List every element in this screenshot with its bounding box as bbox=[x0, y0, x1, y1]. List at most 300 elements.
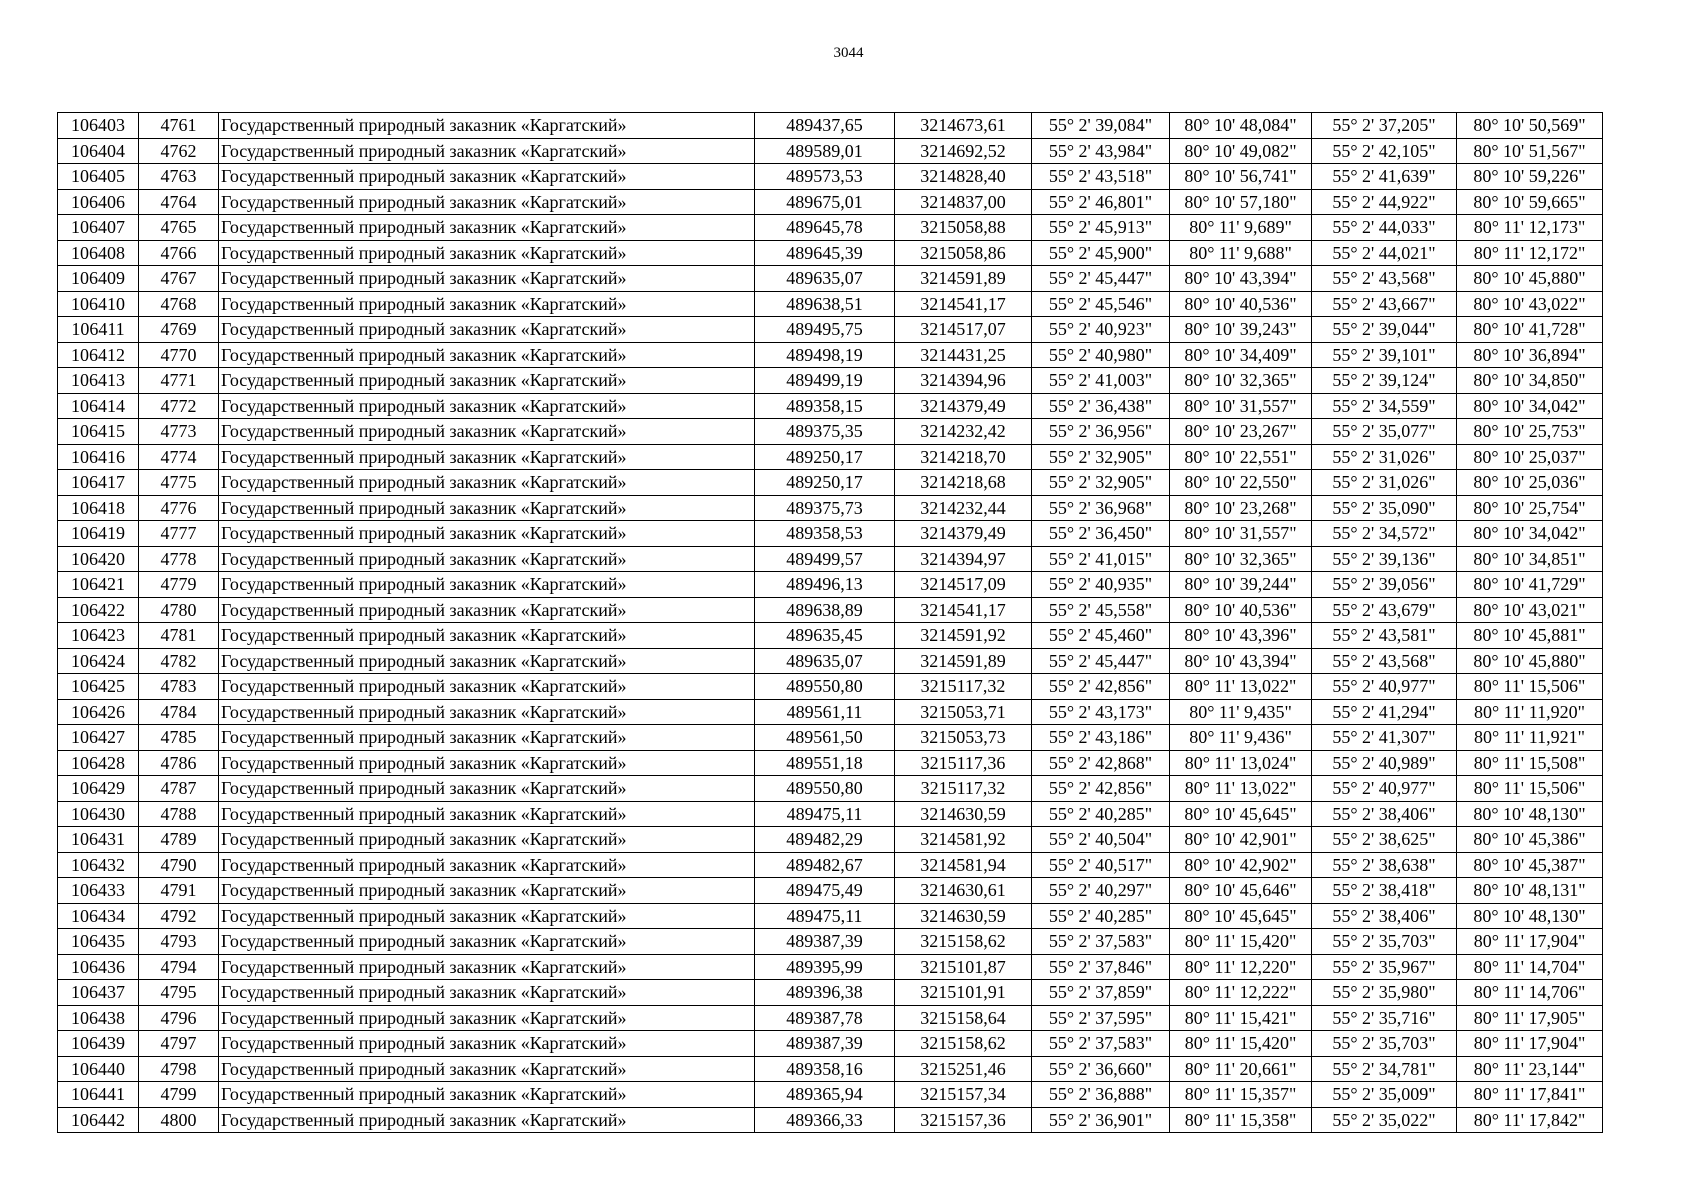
y-coordinate-cell: 3214232,44 bbox=[895, 495, 1032, 521]
point-number-cell: 4782 bbox=[139, 648, 219, 674]
longitude-2-cell: 80° 11' 14,704" bbox=[1457, 954, 1603, 980]
row-number-cell: 106433 bbox=[58, 878, 139, 904]
longitude-2-cell: 80° 10' 45,881" bbox=[1457, 623, 1603, 649]
longitude-1-cell: 80° 11' 9,435" bbox=[1170, 699, 1312, 725]
object-name-cell: Государственный природный заказник «Каргатский» bbox=[219, 342, 755, 368]
row-number-cell: 106429 bbox=[58, 776, 139, 802]
point-number-cell: 4794 bbox=[139, 954, 219, 980]
latitude-2-cell: 55° 2' 35,703" bbox=[1312, 929, 1457, 955]
longitude-2-cell: 80° 10' 45,880" bbox=[1457, 648, 1603, 674]
object-name-cell: Государственный природный заказник «Каргатский» bbox=[219, 980, 755, 1006]
table-row bbox=[58, 113, 1603, 139]
y-coordinate-cell: 3214837,00 bbox=[895, 189, 1032, 215]
object-name-cell: Государственный природный заказник «Каргатский» bbox=[219, 572, 755, 598]
x-coordinate-cell: 489498,19 bbox=[755, 342, 895, 368]
point-number-cell: 4793 bbox=[139, 929, 219, 955]
latitude-1-cell: 55° 2' 36,956" bbox=[1032, 419, 1170, 445]
table-row bbox=[58, 827, 1603, 853]
object-name-cell: Государственный природный заказник «Каргатский» bbox=[219, 368, 755, 394]
x-coordinate-cell: 489499,57 bbox=[755, 546, 895, 572]
row-number-cell: 106410 bbox=[58, 291, 139, 317]
latitude-1-cell: 55° 2' 40,923" bbox=[1032, 317, 1170, 343]
object-name-cell: Государственный природный заказник «Каргатский» bbox=[219, 189, 755, 215]
point-number-cell: 4772 bbox=[139, 393, 219, 419]
longitude-2-cell: 80° 10' 45,386" bbox=[1457, 827, 1603, 853]
longitude-1-cell: 80° 10' 34,409" bbox=[1170, 342, 1312, 368]
object-name-cell: Государственный природный заказник «Каргатский» bbox=[219, 597, 755, 623]
row-number-cell: 106441 bbox=[58, 1082, 139, 1108]
row-number-cell: 106430 bbox=[58, 801, 139, 827]
row-number-cell: 106428 bbox=[58, 750, 139, 776]
object-name-cell: Государственный природный заказник «Каргатский» bbox=[219, 138, 755, 164]
y-coordinate-cell: 3214673,61 bbox=[895, 113, 1032, 139]
longitude-1-cell: 80° 10' 23,268" bbox=[1170, 495, 1312, 521]
latitude-1-cell: 55° 2' 40,297" bbox=[1032, 878, 1170, 904]
latitude-1-cell: 55° 2' 43,984" bbox=[1032, 138, 1170, 164]
point-number-cell: 4785 bbox=[139, 725, 219, 751]
row-number-cell: 106425 bbox=[58, 674, 139, 700]
x-coordinate-cell: 489358,15 bbox=[755, 393, 895, 419]
longitude-1-cell: 80° 11' 12,220" bbox=[1170, 954, 1312, 980]
x-coordinate-cell: 489573,53 bbox=[755, 164, 895, 190]
latitude-1-cell: 55° 2' 45,558" bbox=[1032, 597, 1170, 623]
x-coordinate-cell: 489387,78 bbox=[755, 1005, 895, 1031]
longitude-2-cell: 80° 10' 48,131" bbox=[1457, 878, 1603, 904]
y-coordinate-cell: 3215157,36 bbox=[895, 1107, 1032, 1133]
longitude-2-cell: 80° 11' 12,173" bbox=[1457, 215, 1603, 241]
point-number-cell: 4795 bbox=[139, 980, 219, 1006]
latitude-1-cell: 55° 2' 36,888" bbox=[1032, 1082, 1170, 1108]
row-number-cell: 106419 bbox=[58, 521, 139, 547]
object-name-cell: Государственный природный заказник «Каргатский» bbox=[219, 674, 755, 700]
point-number-cell: 4766 bbox=[139, 240, 219, 266]
point-number-cell: 4767 bbox=[139, 266, 219, 292]
table-row bbox=[58, 444, 1603, 470]
latitude-1-cell: 55° 2' 37,595" bbox=[1032, 1005, 1170, 1031]
longitude-2-cell: 80° 10' 34,850" bbox=[1457, 368, 1603, 394]
longitude-2-cell: 80° 11' 23,144" bbox=[1457, 1056, 1603, 1082]
x-coordinate-cell: 489375,35 bbox=[755, 419, 895, 445]
latitude-2-cell: 55° 2' 43,679" bbox=[1312, 597, 1457, 623]
latitude-1-cell: 55° 2' 36,968" bbox=[1032, 495, 1170, 521]
latitude-2-cell: 55° 2' 44,021" bbox=[1312, 240, 1457, 266]
table-row bbox=[58, 164, 1603, 190]
longitude-1-cell: 80° 11' 15,357" bbox=[1170, 1082, 1312, 1108]
table-row bbox=[58, 623, 1603, 649]
x-coordinate-cell: 489475,11 bbox=[755, 801, 895, 827]
latitude-2-cell: 55° 2' 41,307" bbox=[1312, 725, 1457, 751]
latitude-1-cell: 55° 2' 46,801" bbox=[1032, 189, 1170, 215]
object-name-cell: Государственный природный заказник «Каргатский» bbox=[219, 470, 755, 496]
object-name-cell: Государственный природный заказник «Каргатский» bbox=[219, 1107, 755, 1133]
longitude-2-cell: 80° 10' 36,894" bbox=[1457, 342, 1603, 368]
longitude-1-cell: 80° 11' 9,688" bbox=[1170, 240, 1312, 266]
longitude-2-cell: 80° 10' 45,880" bbox=[1457, 266, 1603, 292]
table-row bbox=[58, 291, 1603, 317]
y-coordinate-cell: 3214541,17 bbox=[895, 597, 1032, 623]
point-number-cell: 4789 bbox=[139, 827, 219, 853]
point-number-cell: 4762 bbox=[139, 138, 219, 164]
y-coordinate-cell: 3214232,42 bbox=[895, 419, 1032, 445]
point-number-cell: 4783 bbox=[139, 674, 219, 700]
point-number-cell: 4797 bbox=[139, 1031, 219, 1057]
latitude-2-cell: 55° 2' 35,716" bbox=[1312, 1005, 1457, 1031]
y-coordinate-cell: 3214517,09 bbox=[895, 572, 1032, 598]
y-coordinate-cell: 3214581,94 bbox=[895, 852, 1032, 878]
table-row bbox=[58, 419, 1603, 445]
latitude-1-cell: 55° 2' 41,003" bbox=[1032, 368, 1170, 394]
x-coordinate-cell: 489366,33 bbox=[755, 1107, 895, 1133]
y-coordinate-cell: 3215251,46 bbox=[895, 1056, 1032, 1082]
y-coordinate-cell: 3215117,32 bbox=[895, 674, 1032, 700]
latitude-2-cell: 55° 2' 43,568" bbox=[1312, 648, 1457, 674]
object-name-cell: Государственный природный заказник «Каргатский» bbox=[219, 1082, 755, 1108]
object-name-cell: Государственный природный заказник «Каргатский» bbox=[219, 827, 755, 853]
point-number-cell: 4763 bbox=[139, 164, 219, 190]
x-coordinate-cell: 489675,01 bbox=[755, 189, 895, 215]
y-coordinate-cell: 3214630,59 bbox=[895, 903, 1032, 929]
object-name-cell: Государственный природный заказник «Каргатский» bbox=[219, 546, 755, 572]
x-coordinate-cell: 489561,11 bbox=[755, 699, 895, 725]
row-number-cell: 106417 bbox=[58, 470, 139, 496]
row-number-cell: 106435 bbox=[58, 929, 139, 955]
latitude-2-cell: 55° 2' 41,639" bbox=[1312, 164, 1457, 190]
x-coordinate-cell: 489638,89 bbox=[755, 597, 895, 623]
point-number-cell: 4777 bbox=[139, 521, 219, 547]
point-number-cell: 4768 bbox=[139, 291, 219, 317]
x-coordinate-cell: 489551,18 bbox=[755, 750, 895, 776]
table-row bbox=[58, 1005, 1603, 1031]
x-coordinate-cell: 489437,65 bbox=[755, 113, 895, 139]
longitude-2-cell: 80° 10' 43,021" bbox=[1457, 597, 1603, 623]
latitude-2-cell: 55° 2' 42,105" bbox=[1312, 138, 1457, 164]
point-number-cell: 4769 bbox=[139, 317, 219, 343]
row-number-cell: 106413 bbox=[58, 368, 139, 394]
row-number-cell: 106412 bbox=[58, 342, 139, 368]
latitude-1-cell: 55° 2' 45,913" bbox=[1032, 215, 1170, 241]
row-number-cell: 106404 bbox=[58, 138, 139, 164]
point-number-cell: 4798 bbox=[139, 1056, 219, 1082]
longitude-2-cell: 80° 11' 11,921" bbox=[1457, 725, 1603, 751]
x-coordinate-cell: 489395,99 bbox=[755, 954, 895, 980]
x-coordinate-cell: 489496,13 bbox=[755, 572, 895, 598]
y-coordinate-cell: 3215117,36 bbox=[895, 750, 1032, 776]
longitude-2-cell: 80° 10' 25,037" bbox=[1457, 444, 1603, 470]
longitude-1-cell: 80° 11' 15,420" bbox=[1170, 1031, 1312, 1057]
latitude-1-cell: 55° 2' 42,856" bbox=[1032, 674, 1170, 700]
x-coordinate-cell: 489482,67 bbox=[755, 852, 895, 878]
object-name-cell: Государственный природный заказник «Каргатский» bbox=[219, 266, 755, 292]
point-number-cell: 4780 bbox=[139, 597, 219, 623]
x-coordinate-cell: 489561,50 bbox=[755, 725, 895, 751]
latitude-1-cell: 55° 2' 45,900" bbox=[1032, 240, 1170, 266]
row-number-cell: 106442 bbox=[58, 1107, 139, 1133]
latitude-2-cell: 55° 2' 38,418" bbox=[1312, 878, 1457, 904]
row-number-cell: 106406 bbox=[58, 189, 139, 215]
x-coordinate-cell: 489387,39 bbox=[755, 929, 895, 955]
longitude-1-cell: 80° 10' 39,244" bbox=[1170, 572, 1312, 598]
longitude-1-cell: 80° 10' 48,084" bbox=[1170, 113, 1312, 139]
latitude-1-cell: 55° 2' 42,868" bbox=[1032, 750, 1170, 776]
latitude-2-cell: 55° 2' 39,044" bbox=[1312, 317, 1457, 343]
table-row bbox=[58, 521, 1603, 547]
point-number-cell: 4799 bbox=[139, 1082, 219, 1108]
longitude-2-cell: 80° 11' 15,506" bbox=[1457, 674, 1603, 700]
x-coordinate-cell: 489375,73 bbox=[755, 495, 895, 521]
x-coordinate-cell: 489589,01 bbox=[755, 138, 895, 164]
y-coordinate-cell: 3214591,89 bbox=[895, 648, 1032, 674]
y-coordinate-cell: 3214517,07 bbox=[895, 317, 1032, 343]
object-name-cell: Государственный природный заказник «Каргатский» bbox=[219, 801, 755, 827]
latitude-1-cell: 55° 2' 39,084" bbox=[1032, 113, 1170, 139]
object-name-cell: Государственный природный заказник «Каргатский» bbox=[219, 521, 755, 547]
row-number-cell: 106415 bbox=[58, 419, 139, 445]
latitude-2-cell: 55° 2' 34,572" bbox=[1312, 521, 1457, 547]
longitude-2-cell: 80° 10' 34,042" bbox=[1457, 521, 1603, 547]
y-coordinate-cell: 3215053,71 bbox=[895, 699, 1032, 725]
latitude-2-cell: 55° 2' 44,922" bbox=[1312, 189, 1457, 215]
latitude-2-cell: 55° 2' 35,009" bbox=[1312, 1082, 1457, 1108]
table-row bbox=[58, 342, 1603, 368]
longitude-1-cell: 80° 10' 49,082" bbox=[1170, 138, 1312, 164]
row-number-cell: 106409 bbox=[58, 266, 139, 292]
y-coordinate-cell: 3215117,32 bbox=[895, 776, 1032, 802]
point-number-cell: 4776 bbox=[139, 495, 219, 521]
latitude-2-cell: 55° 2' 39,101" bbox=[1312, 342, 1457, 368]
latitude-1-cell: 55° 2' 32,905" bbox=[1032, 444, 1170, 470]
latitude-2-cell: 55° 2' 43,581" bbox=[1312, 623, 1457, 649]
x-coordinate-cell: 489250,17 bbox=[755, 444, 895, 470]
row-number-cell: 106437 bbox=[58, 980, 139, 1006]
point-number-cell: 4788 bbox=[139, 801, 219, 827]
longitude-1-cell: 80° 11' 15,421" bbox=[1170, 1005, 1312, 1031]
y-coordinate-cell: 3215058,88 bbox=[895, 215, 1032, 241]
x-coordinate-cell: 489550,80 bbox=[755, 776, 895, 802]
y-coordinate-cell: 3215101,91 bbox=[895, 980, 1032, 1006]
x-coordinate-cell: 489396,38 bbox=[755, 980, 895, 1006]
longitude-1-cell: 80° 10' 45,645" bbox=[1170, 801, 1312, 827]
row-number-cell: 106440 bbox=[58, 1056, 139, 1082]
latitude-2-cell: 55° 2' 35,090" bbox=[1312, 495, 1457, 521]
x-coordinate-cell: 489635,07 bbox=[755, 266, 895, 292]
point-number-cell: 4800 bbox=[139, 1107, 219, 1133]
longitude-2-cell: 80° 10' 59,226" bbox=[1457, 164, 1603, 190]
longitude-1-cell: 80° 10' 45,646" bbox=[1170, 878, 1312, 904]
x-coordinate-cell: 489482,29 bbox=[755, 827, 895, 853]
table-row bbox=[58, 801, 1603, 827]
y-coordinate-cell: 3214541,17 bbox=[895, 291, 1032, 317]
table-row bbox=[58, 1031, 1603, 1057]
longitude-1-cell: 80° 10' 22,551" bbox=[1170, 444, 1312, 470]
y-coordinate-cell: 3214394,97 bbox=[895, 546, 1032, 572]
longitude-2-cell: 80° 10' 48,130" bbox=[1457, 903, 1603, 929]
latitude-1-cell: 55° 2' 40,504" bbox=[1032, 827, 1170, 853]
point-number-cell: 4796 bbox=[139, 1005, 219, 1031]
latitude-2-cell: 55° 2' 39,124" bbox=[1312, 368, 1457, 394]
latitude-1-cell: 55° 2' 36,901" bbox=[1032, 1107, 1170, 1133]
longitude-1-cell: 80° 11' 13,024" bbox=[1170, 750, 1312, 776]
latitude-1-cell: 55° 2' 36,660" bbox=[1032, 1056, 1170, 1082]
point-number-cell: 4761 bbox=[139, 113, 219, 139]
latitude-1-cell: 55° 2' 40,935" bbox=[1032, 572, 1170, 598]
longitude-1-cell: 80° 10' 32,365" bbox=[1170, 368, 1312, 394]
object-name-cell: Государственный природный заказник «Каргатский» bbox=[219, 623, 755, 649]
longitude-1-cell: 80° 10' 43,396" bbox=[1170, 623, 1312, 649]
y-coordinate-cell: 3214591,89 bbox=[895, 266, 1032, 292]
longitude-1-cell: 80° 11' 12,222" bbox=[1170, 980, 1312, 1006]
point-number-cell: 4790 bbox=[139, 852, 219, 878]
latitude-2-cell: 55° 2' 35,077" bbox=[1312, 419, 1457, 445]
longitude-1-cell: 80° 11' 13,022" bbox=[1170, 674, 1312, 700]
object-name-cell: Государственный природный заказник «Каргатский» bbox=[219, 750, 755, 776]
latitude-1-cell: 55° 2' 32,905" bbox=[1032, 470, 1170, 496]
point-number-cell: 4791 bbox=[139, 878, 219, 904]
latitude-2-cell: 55° 2' 38,406" bbox=[1312, 903, 1457, 929]
longitude-1-cell: 80° 10' 57,180" bbox=[1170, 189, 1312, 215]
point-number-cell: 4778 bbox=[139, 546, 219, 572]
x-coordinate-cell: 489475,49 bbox=[755, 878, 895, 904]
y-coordinate-cell: 3214394,96 bbox=[895, 368, 1032, 394]
table-row bbox=[58, 648, 1603, 674]
object-name-cell: Государственный природный заказник «Каргатский» bbox=[219, 215, 755, 241]
point-number-cell: 4774 bbox=[139, 444, 219, 470]
object-name-cell: Государственный природный заказник «Каргатский» bbox=[219, 291, 755, 317]
y-coordinate-cell: 3215101,87 bbox=[895, 954, 1032, 980]
y-coordinate-cell: 3215158,62 bbox=[895, 929, 1032, 955]
latitude-1-cell: 55° 2' 40,285" bbox=[1032, 903, 1170, 929]
latitude-1-cell: 55° 2' 42,856" bbox=[1032, 776, 1170, 802]
point-number-cell: 4781 bbox=[139, 623, 219, 649]
row-number-cell: 106431 bbox=[58, 827, 139, 853]
object-name-cell: Государственный природный заказник «Каргатский» bbox=[219, 878, 755, 904]
object-name-cell: Государственный природный заказник «Каргатский» bbox=[219, 954, 755, 980]
x-coordinate-cell: 489635,07 bbox=[755, 648, 895, 674]
latitude-2-cell: 55° 2' 44,033" bbox=[1312, 215, 1457, 241]
longitude-1-cell: 80° 11' 15,358" bbox=[1170, 1107, 1312, 1133]
latitude-2-cell: 55° 2' 38,638" bbox=[1312, 852, 1457, 878]
row-number-cell: 106405 bbox=[58, 164, 139, 190]
latitude-2-cell: 55° 2' 34,781" bbox=[1312, 1056, 1457, 1082]
table-row bbox=[58, 852, 1603, 878]
y-coordinate-cell: 3214379,49 bbox=[895, 521, 1032, 547]
object-name-cell: Государственный природный заказник «Каргатский» bbox=[219, 1056, 755, 1082]
table-row bbox=[58, 368, 1603, 394]
latitude-2-cell: 55° 2' 35,980" bbox=[1312, 980, 1457, 1006]
longitude-2-cell: 80° 10' 25,036" bbox=[1457, 470, 1603, 496]
longitude-1-cell: 80° 10' 31,557" bbox=[1170, 521, 1312, 547]
latitude-2-cell: 55° 2' 39,136" bbox=[1312, 546, 1457, 572]
longitude-1-cell: 80° 11' 13,022" bbox=[1170, 776, 1312, 802]
latitude-1-cell: 55° 2' 40,285" bbox=[1032, 801, 1170, 827]
object-name-cell: Государственный природный заказник «Каргатский» bbox=[219, 903, 755, 929]
y-coordinate-cell: 3214581,92 bbox=[895, 827, 1032, 853]
longitude-2-cell: 80° 10' 25,754" bbox=[1457, 495, 1603, 521]
y-coordinate-cell: 3215158,62 bbox=[895, 1031, 1032, 1057]
table-row bbox=[58, 393, 1603, 419]
x-coordinate-cell: 489358,16 bbox=[755, 1056, 895, 1082]
table-row bbox=[58, 929, 1603, 955]
longitude-1-cell: 80° 10' 56,741" bbox=[1170, 164, 1312, 190]
x-coordinate-cell: 489358,53 bbox=[755, 521, 895, 547]
longitude-2-cell: 80° 11' 17,842" bbox=[1457, 1107, 1603, 1133]
table-row bbox=[58, 470, 1603, 496]
longitude-1-cell: 80° 10' 32,365" bbox=[1170, 546, 1312, 572]
point-number-cell: 4775 bbox=[139, 470, 219, 496]
longitude-1-cell: 80° 10' 43,394" bbox=[1170, 648, 1312, 674]
table-row bbox=[58, 750, 1603, 776]
longitude-1-cell: 80° 10' 42,902" bbox=[1170, 852, 1312, 878]
row-number-cell: 106403 bbox=[58, 113, 139, 139]
table-row bbox=[58, 1082, 1603, 1108]
latitude-1-cell: 55° 2' 40,517" bbox=[1032, 852, 1170, 878]
latitude-2-cell: 55° 2' 34,559" bbox=[1312, 393, 1457, 419]
row-number-cell: 106434 bbox=[58, 903, 139, 929]
y-coordinate-cell: 3214692,52 bbox=[895, 138, 1032, 164]
object-name-cell: Государственный природный заказник «Каргатский» bbox=[219, 1005, 755, 1031]
y-coordinate-cell: 3215053,73 bbox=[895, 725, 1032, 751]
longitude-2-cell: 80° 10' 50,569" bbox=[1457, 113, 1603, 139]
latitude-2-cell: 55° 2' 39,056" bbox=[1312, 572, 1457, 598]
y-coordinate-cell: 3215058,86 bbox=[895, 240, 1032, 266]
longitude-1-cell: 80° 10' 40,536" bbox=[1170, 291, 1312, 317]
longitude-2-cell: 80° 10' 25,753" bbox=[1457, 419, 1603, 445]
y-coordinate-cell: 3214828,40 bbox=[895, 164, 1032, 190]
longitude-2-cell: 80° 10' 51,567" bbox=[1457, 138, 1603, 164]
row-number-cell: 106422 bbox=[58, 597, 139, 623]
longitude-2-cell: 80° 11' 15,506" bbox=[1457, 776, 1603, 802]
x-coordinate-cell: 489499,19 bbox=[755, 368, 895, 394]
longitude-2-cell: 80° 11' 14,706" bbox=[1457, 980, 1603, 1006]
point-number-cell: 4787 bbox=[139, 776, 219, 802]
y-coordinate-cell: 3214431,25 bbox=[895, 342, 1032, 368]
table-row bbox=[58, 317, 1603, 343]
row-number-cell: 106439 bbox=[58, 1031, 139, 1057]
latitude-1-cell: 55° 2' 37,583" bbox=[1032, 1031, 1170, 1057]
latitude-1-cell: 55° 2' 45,447" bbox=[1032, 648, 1170, 674]
y-coordinate-cell: 3214218,70 bbox=[895, 444, 1032, 470]
table-row bbox=[58, 776, 1603, 802]
row-number-cell: 106423 bbox=[58, 623, 139, 649]
longitude-2-cell: 80° 10' 34,042" bbox=[1457, 393, 1603, 419]
table-row bbox=[58, 674, 1603, 700]
longitude-2-cell: 80° 10' 43,022" bbox=[1457, 291, 1603, 317]
y-coordinate-cell: 3214630,61 bbox=[895, 878, 1032, 904]
row-number-cell: 106420 bbox=[58, 546, 139, 572]
point-number-cell: 4792 bbox=[139, 903, 219, 929]
point-number-cell: 4773 bbox=[139, 419, 219, 445]
row-number-cell: 106424 bbox=[58, 648, 139, 674]
table-row bbox=[58, 1056, 1603, 1082]
point-number-cell: 4786 bbox=[139, 750, 219, 776]
row-number-cell: 106432 bbox=[58, 852, 139, 878]
table-row bbox=[58, 1107, 1603, 1133]
latitude-2-cell: 55° 2' 43,568" bbox=[1312, 266, 1457, 292]
object-name-cell: Государственный природный заказник «Каргатский» bbox=[219, 929, 755, 955]
object-name-cell: Государственный природный заказник «Каргатский» bbox=[219, 164, 755, 190]
row-number-cell: 106438 bbox=[58, 1005, 139, 1031]
object-name-cell: Государственный природный заказник «Каргатский» bbox=[219, 393, 755, 419]
object-name-cell: Государственный природный заказник «Каргатский» bbox=[219, 648, 755, 674]
latitude-1-cell: 55° 2' 45,460" bbox=[1032, 623, 1170, 649]
point-number-cell: 4764 bbox=[139, 189, 219, 215]
latitude-1-cell: 55° 2' 36,450" bbox=[1032, 521, 1170, 547]
x-coordinate-cell: 489645,78 bbox=[755, 215, 895, 241]
x-coordinate-cell: 489550,80 bbox=[755, 674, 895, 700]
row-number-cell: 106416 bbox=[58, 444, 139, 470]
table-row bbox=[58, 266, 1603, 292]
longitude-2-cell: 80° 11' 11,920" bbox=[1457, 699, 1603, 725]
x-coordinate-cell: 489638,51 bbox=[755, 291, 895, 317]
